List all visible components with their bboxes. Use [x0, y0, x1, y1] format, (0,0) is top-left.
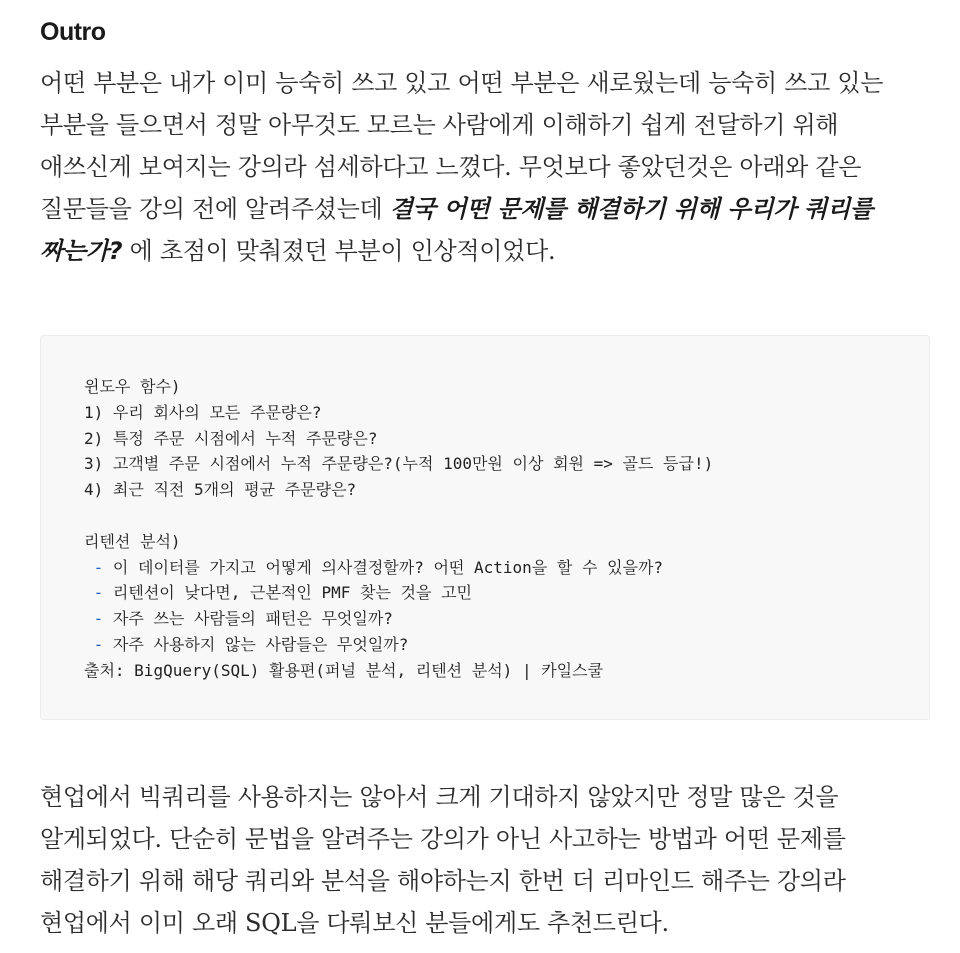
- window-item: 2) 특정 주문 시점에서 누적 주문량은?: [84, 428, 378, 448]
- window-function-title: 윈도우 함수): [84, 377, 181, 396]
- blank-line: [84, 503, 713, 529]
- bullet-dash: -: [84, 583, 113, 603]
- retention-item: [84, 555, 713, 581]
- intro-text-before: 어떤 부분은 내가 이미 능숙히 쓰고 있고 어떤 부분은 새로웠는데 능숙히 쓰고 있는 부분을 들으면서 정말 아무것도 모르는 사람에게 이해하기 쉽게 전달하기 위해 애쓰신게 보여지는 강의라 섬세하다고 느꼈다. 무엇보다 좋았던것은 아래와 같은 질문들을 강의 전에 알려주셨는데: [40, 69, 884, 223]
- section-heading: Outro: [40, 18, 106, 46]
- bullet-dash: -: [84, 634, 113, 654]
- intro-text-after: 에 초점이 맞춰졌던 부분이 인상적이었다.: [122, 237, 556, 265]
- retention-item-text: 리텐션이 낮다면, 근본적인 PMF 찾는 것을 고민: [112, 583, 472, 603]
- retention-item: [84, 606, 713, 632]
- retention-item-text: 자주 쓰는 사람들의 패턴은 무엇일까?: [112, 609, 393, 629]
- outro-paragraph: 현업에서 빅쿼리를 사용하지는 않아서 크게 기대하지 않았지만 정말 많은 것을 알게되었다. 단순히 문법을 알려주는 강의가 아닌 사고하는 방법과 어떤 문제를 해결하기 위해 해당 쿼리와 분석을 해야하는지 한번 더 리마인드 해주는 강의라 현업에서 이미 오래 SQL을 다뤄보신 분들에게도 추천드린다.: [40, 783, 846, 937]
- bullet-dash: -: [84, 609, 113, 629]
- intro-paragraph: [40, 62, 930, 272]
- intro-emphasis: 결국 어떤 문제를 해결하기 위해 우리가 쿼리를 짜는가?: [40, 195, 873, 265]
- code-content: [84, 374, 713, 684]
- retention-title: 리텐션 분석): [84, 531, 181, 551]
- retention-item: [84, 632, 713, 658]
- retention-item-text: 자주 사용하지 않는 사람들은 무엇일까?: [112, 634, 409, 654]
- source-line: 출처: BigQuery(SQL) 활용편(퍼널 분석, 리텐션 분석) | 카일스쿨: [84, 660, 604, 680]
- window-item: 1) 우리 회사의 모든 주문량은?: [84, 402, 322, 422]
- window-item: 4) 최근 직전 5개의 평균 주문량은?: [84, 480, 357, 500]
- bullet-dash: -: [84, 557, 113, 577]
- retention-item-text: 이 데이터를 가지고 어떻게 의사결정할까? 어떤 Action을 할 수 있을까?: [112, 557, 664, 577]
- retention-item: [84, 580, 713, 606]
- code-block: [40, 335, 930, 720]
- window-item: 3) 고객별 주문 시점에서 누적 주문량은?(누적 100만원 이상 회원 => 골드 등급!): [84, 454, 714, 474]
